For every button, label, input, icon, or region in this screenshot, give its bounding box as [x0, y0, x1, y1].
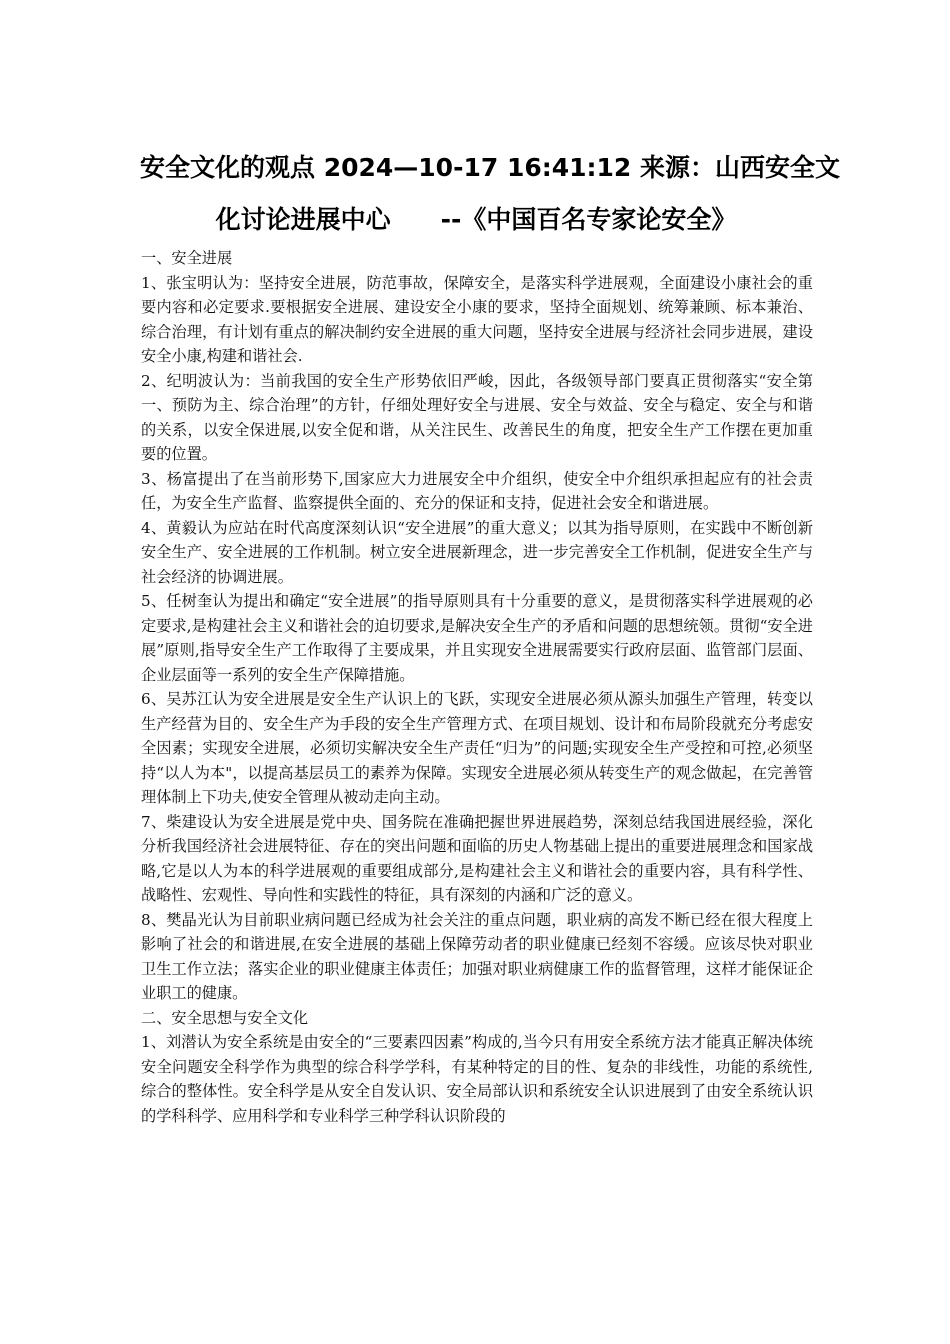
paragraph-1-4: 4、黄毅认为应站在时代高度深刻认识“安全进展”的重大意义；以其为指导原则，在实践中不断创新安全生产、安全进展的工作机制。树立安全进展新理念，进一步完善安全工作机制，促进安全生产与社会经济的协调进展。: [141, 518, 813, 586]
paragraph-1-1: 1、张宝明认为：坚持安全进展，防范事故，保障安全，是落实科学进展观，全面建设小康社会的重要内容和必定要求.要根据安全进展、建设安全小康的要求，坚持全面规划、统筹兼顾、标本兼治、综合治理，有计划有重点的解决制约安全进展的重大问题，坚持安全进展与经济社会同步进展，建设安全小康,构建和谐社会.: [141, 273, 813, 365]
paragraph-1-3: 3、杨富提出了在当前形势下,国家应大力进展安全中介组织，使安全中介组织承担起应有的社会责任，为安全生产监督、监察提供全面的、充分的保证和支持，促进社会安全和谐进展。: [141, 469, 813, 512]
paragraph-2-1: 1、刘潜认为安全系统是由安全的“三要素四因素”构成的,当今只有用安全系统方法才能真正解决体统安全问题安全科学作为典型的综合科学学科，有某种特定的目的性、复杂的非线性，功能的系统性,综合的整体性。安全科学是从安全自发认识、安全局部认识和系统安全认识进展到了由安全系统认识的学科科学、应用科学和专业科学三种学科认识阶段的: [141, 1033, 813, 1125]
section-heading-1: 一、安全进展: [141, 249, 233, 267]
paragraph-1-2: 2、纪明波认为：当前我国的安全生产形势依旧严峻，因此，各级领导部门要真正贯彻落实“安全第一、预防为主、综合治理”的方针，仔细处理好安全与进展、安全与效益、安全与稳定、安全与和谐的关系，以安全保进展,以安全促和谐，从关注民生、改善民生的角度，把安全生产工作摆在更加重要的位置。: [141, 371, 813, 463]
paragraph-1-5: 5、任树奎认为提出和确定“安全进展”的指导原则具有十分重要的意义，是贯彻落实科学进展观的必定要求,是构建社会主义和谐社会的迫切要求,是解决安全生产的矛盾和问题的思想统领。贯彻“安全进展”原则,指导安全生产工作取得了主要成果，并且实现安全进展需要实行政府层面、监管部门层面、企业层面等一系列的安全生产保障措施。: [141, 592, 813, 684]
paragraph-1-8: 8、樊晶光认为目前职业病问题已经成为社会关注的重点问题，职业病的高发不断已经在很大程度上影响了社会的和谐进展,在安全进展的基础上保障劳动者的职业健康已经刻不容缓。应该尽快对职业卫生工作立法；落实企业的职业健康主体责任；加强对职业病健康工作的监督管理，这样才能保证企业职工的健康。: [141, 910, 813, 1002]
title-line-2: 化讨论进展中心 --《中国百名专家论安全》: [215, 205, 737, 234]
section-heading-2: 二、安全思想与安全文化: [141, 1008, 309, 1027]
paragraph-1-6: 6、吴苏江认为安全进展是安全生产认识上的飞跃，实现安全进展必须从源头加强生产管理，转变以生产经营为目的、安全生产为手段的安全生产管理方式、在项目规划、设计和布局阶段就充分考虑安全因素；实现安全进展，必须切实解决安全生产责任“归为”的问题;实现安全生产受控和可控,必须坚持“以人为本"，以提高基层员工的素养为保障。实现安全进展必须从转变生产的观念做起，在完善管理体制上下功夫,使安全管理从被动走向主动。: [141, 690, 813, 806]
title-line-1: 安全文化的观点 2024—10-17 16:41:12 来源：山西安全文: [140, 153, 841, 182]
document-title: [140, 142, 841, 246]
document-body: [141, 246, 813, 1128]
paragraph-1-7: 7、柴建设认为安全进展是党中央、国务院在准确把握世界进展趋势，深刻总结我国进展经验，深化分析我国经济社会进展特征、存在的突出问题和面临的历史人物基础上提出的重要进展理念和国家战略,它是以人为本的科学进展观的重要组成部分,是构建社会主义和谐社会的重要内容，具有科学性、战略性、宏观性、导向性和实践性的特征，具有深刻的内涵和广泛的意义。: [141, 812, 813, 904]
